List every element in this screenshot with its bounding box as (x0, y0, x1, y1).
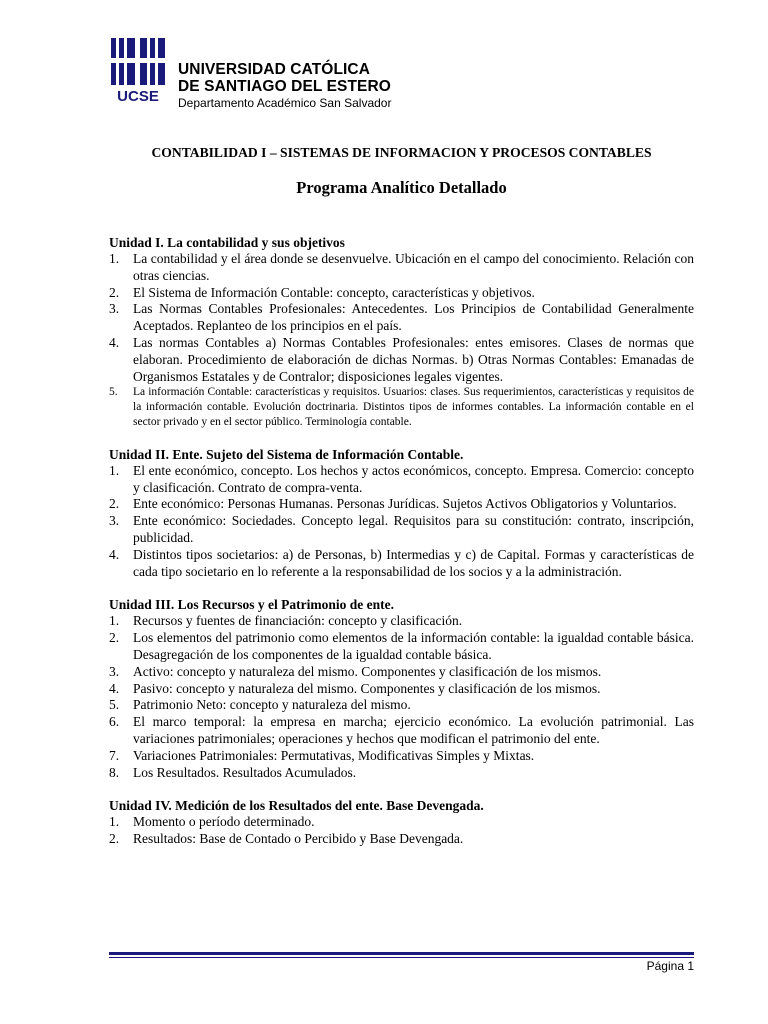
department-name: Departamento Académico San Salvador (178, 96, 392, 110)
program-content (109, 234, 694, 864)
unit-items (109, 814, 694, 848)
list-item: 3. Ente económico: Sociedades. Concepto legal. Requisitos para su constitución: contrato, inscripción, publicidad. (109, 513, 694, 545)
logo-text: UCSE (117, 88, 159, 104)
list-item: 3. Las Normas Contables Profesionales: Antecedentes. Los Principios de Contabilidad Generalmente Aceptados. Replanteo de los principios en el país. (109, 301, 694, 334)
unit-1 (109, 234, 694, 430)
list-item: 6. El marco temporal: la empresa en marcha; ejercicio económico. La evolución patrimonial. Las variaciones patrimoniales; operaciones y hechos que modifican el patrimonio del ente. (109, 714, 694, 746)
list-item: 4. Las normas Contables a) Normas Contables Profesionales: entes emisores. Clases de normas que elaboran. Procedimiento de elaboración de dichas Normas. b) Otras Normas Contables: Emanadas de Organismos Estatales y de Contralor; disposiciones legales vigentes. (109, 334, 694, 384)
unit-title: Unidad III. Los Recursos y el Patrimonio de ente. (109, 597, 395, 613)
list-item: 5. La información Contable: características y requisitos. Usuarios: clases. Sus requerimientos, características y requisitos de la información contable. Evolución doctrinaria. Distintos tipos de informes contables. La información contable en el sector privado y en el sector público. Terminología contable. (109, 386, 694, 428)
list-item: 3. Activo: concepto y naturaleza del mismo. Componentes y clasificación de los mismos. (109, 663, 602, 679)
list-item: 2. Ente económico: Personas Humanas. Personas Jurídicas. Sujetos Activos Obligatorios y Voluntarios. (109, 496, 677, 512)
unit-items (109, 463, 694, 581)
list-item: 7. Variaciones Patrimoniales: Permutativas, Modificativas Simples y Mixtas. (109, 747, 535, 763)
unit-title: Unidad IV. Medición de los Resultados del ente. Base Devengada. (109, 798, 484, 814)
university-block (178, 61, 391, 110)
footer-divider-thin (109, 957, 694, 958)
list-item: 2. El Sistema de Información Contable: concepto, características y objetivos. (109, 284, 535, 300)
unit-2 (109, 446, 694, 581)
unit-items (109, 613, 694, 781)
unit-title: Unidad I. La contabilidad y sus objetivos (109, 235, 345, 250)
list-item: 2. Los elementos del patrimonio como elementos de la información contable: la igualdad contable básica. Desagregación de los componentes de la igualdad contable básica. (109, 630, 694, 662)
unit-4 (109, 797, 694, 848)
list-item: 1. La contabilidad y el área donde se desenvuelve. Ubicación en el campo del conocimiento. Relación con otras ciencias. (109, 251, 694, 283)
list-item: 1. Recursos y fuentes de financiación: concepto y clasificación. (109, 613, 463, 629)
program-title: Programa Analítico Detallado (296, 178, 507, 197)
list-item: 2. Resultados: Base de Contado o Percibido y Base Devengada. (109, 831, 464, 847)
list-item: 1. Momento o período determinado. (109, 814, 315, 830)
course-title: CONTABILIDAD I – SISTEMAS DE INFORMACION Y PROCESOS CONTABLES (151, 145, 652, 160)
page-number: Página 1 (646, 959, 694, 973)
list-item: 4. Pasivo: concepto y naturaleza del mismo. Componentes y clasificación de los mismos. (109, 680, 601, 696)
list-item: 1. El ente económico, concepto. Los hechos y actos económicos, concepto. Empresa. Comercio: concepto y clasificación. Contrato de compra-venta. (109, 462, 694, 495)
footer-divider-thick (109, 952, 694, 955)
unit-3 (109, 596, 694, 781)
list-item: 5. Patrimonio Neto: concepto y naturaleza del mismo. (109, 697, 411, 713)
university-name-line2: DE SANTIAGO DEL ESTERO (178, 78, 391, 95)
ucse-logo (109, 36, 167, 104)
list-item: 4. Distintos tipos societarios: a) de Personas, b) Intermedias y c) de Capital. Formas y características de cada tipo societario en lo referente a la responsabilidad de los socios y a la administración. (109, 546, 694, 579)
university-name-line1: UNIVERSIDAD CATÓLICA (178, 61, 371, 78)
list-item: 8. Los Resultados. Resultados Acumulados. (109, 764, 357, 780)
unit-items (109, 251, 694, 430)
unit-title: Unidad II. Ente. Sujeto del Sistema de Información Contable. (109, 446, 464, 462)
